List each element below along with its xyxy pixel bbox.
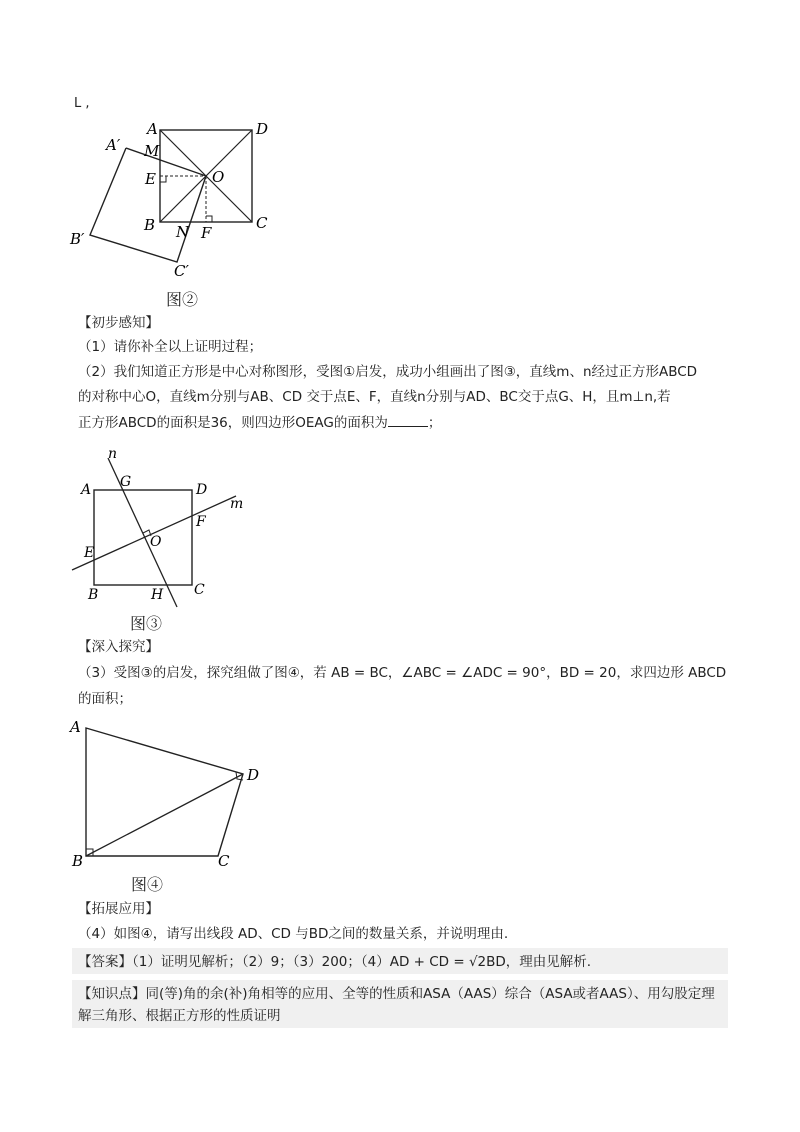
corner-mark: L ,	[74, 96, 90, 111]
figure-2-caption: 图②	[166, 290, 199, 309]
fig3-label-b: B	[88, 587, 99, 603]
fig3-label-e: E	[84, 545, 95, 561]
section-title-initial-perception: 【初步感知】	[78, 315, 159, 331]
question-2-line-1: （2）我们知道正方形是中心对称图形，受图①启发，成功小组画出了图③，直线m、n经过正方形ABCD	[78, 364, 698, 380]
fig3-label-o: O	[150, 534, 162, 550]
fig2-label-a: A	[147, 120, 158, 138]
section-title-extended-application: 【拓展应用】	[78, 901, 159, 917]
question-2-line-3	[78, 412, 441, 433]
question-3-line-2: 的面积；	[78, 691, 132, 707]
fig3-label-n: n	[108, 446, 118, 462]
fig3-label-g: G	[120, 474, 132, 490]
answer-blank	[388, 412, 428, 427]
fig4-label-a: A	[70, 718, 81, 736]
fig3-label-d: D	[196, 482, 208, 498]
figure-4-diagram	[62, 712, 272, 874]
question-2-line-2: 的对称中心O，直线m分别与AB、CD 交于点E、F，直线n分别与AD、BC交于点G、H，且m⊥n,若	[78, 389, 671, 405]
fig2-label-o: O	[212, 168, 225, 186]
fig2-label-d: D	[256, 120, 269, 138]
figure-3-caption: 图③	[130, 614, 163, 633]
fig2-label-e: E	[145, 170, 156, 188]
fig3-label-m: m	[230, 496, 244, 512]
question-2-line-3-end: ；	[427, 415, 442, 431]
fig2-label-b: B	[144, 216, 156, 234]
answer-text: 【答案】（1）证明见解析；（2）9；（3）200；（4）AD + CD = √2BD，理由见解析.	[78, 954, 592, 970]
question-3-line-1: （3）受图③的启发，探究组做了图④，若 AB = BC，∠ABC = ∠ADC = 90°，BD = 20，求四边形 ABCD	[78, 665, 727, 681]
fig2-label-b-prime: B′	[70, 230, 85, 248]
fig4-label-b: B	[72, 852, 84, 870]
fig3-label-c: C	[194, 582, 205, 598]
fig3-label-a: A	[81, 482, 92, 498]
fig2-label-m: M	[144, 142, 160, 160]
figure-4-caption: 图④	[131, 875, 164, 894]
question-4: （4）如图④，请写出线段 AD、CD 与BD之间的数量关系，并说明理由.	[78, 926, 509, 942]
fig2-label-a-prime: A′	[106, 136, 121, 154]
fig4-label-d: D	[247, 766, 260, 784]
fig2-label-c: C	[256, 214, 268, 232]
question-2-line-3-text: 正方形ABCD的面积是36，则四边形OEAG的面积为	[78, 415, 388, 431]
fig4-label-c: C	[218, 852, 230, 870]
fig3-label-h: H	[151, 587, 164, 603]
knowledge-points-line-1: 【知识点】同(等)角的余(补)角相等的应用、全等的性质和ASA（AAS）综合（ASA或者AAS）、用勾股定理	[78, 986, 715, 1002]
figure-2-diagram	[60, 112, 290, 287]
fig2-label-c-prime: C′	[174, 262, 189, 280]
fig2-label-f: F	[201, 224, 212, 242]
figure-3-diagram	[60, 445, 260, 615]
fig2-label-n: N	[176, 223, 190, 241]
knowledge-points-line-2: 解三角形、根据正方形的性质证明	[78, 1008, 281, 1024]
question-1: （1）请你补全以上证明过程；	[78, 339, 263, 355]
fig3-label-f: F	[196, 514, 206, 530]
section-title-deep-exploration: 【深入探究】	[78, 639, 159, 655]
